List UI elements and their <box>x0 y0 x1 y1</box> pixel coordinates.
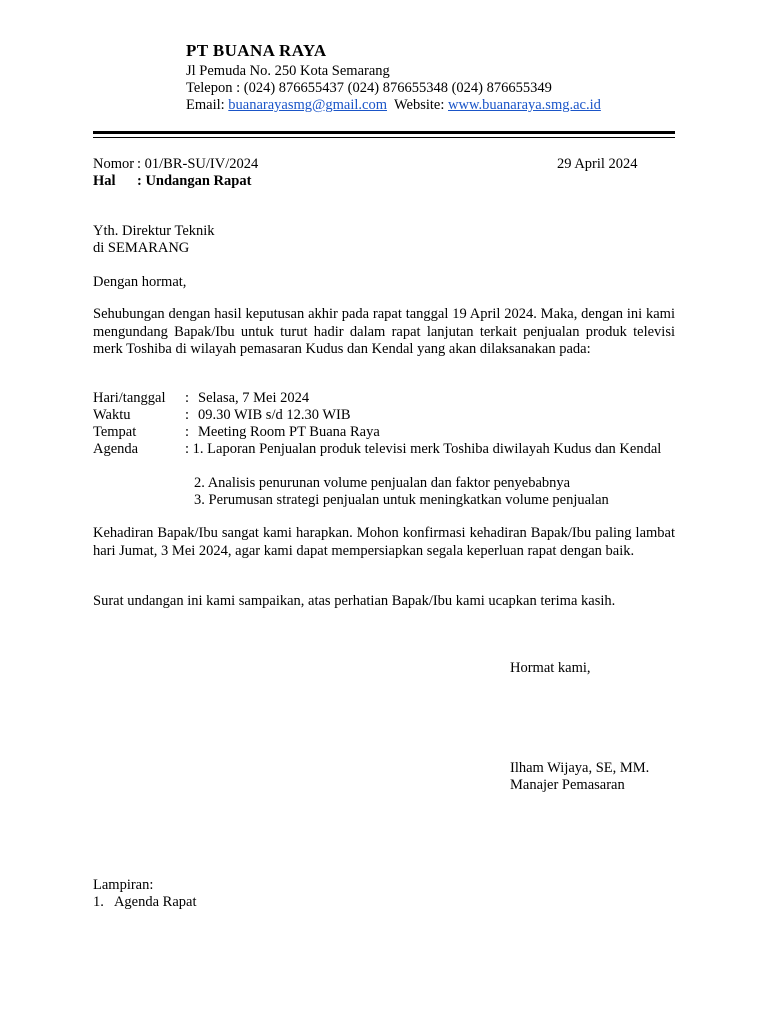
letterhead-divider-thick <box>93 131 675 134</box>
company-address: Jl Pemuda No. 250 Kota Semarang <box>186 63 390 79</box>
company-name: PT BUANA RAYA <box>186 41 327 60</box>
detail-label-waktu: Waktu <box>93 407 131 423</box>
detail-colon-tempat: : <box>185 424 190 440</box>
agenda-item-3: 3. Perumusan strategi penjualan untuk meningkatkan volume penjualan <box>194 492 609 508</box>
detail-label-tempat: Tempat <box>93 424 137 440</box>
company-phone: Telepon : (024) 876655437 (024) 876655348 (024) 876655349 <box>186 80 552 96</box>
detail-value-hari: Selasa, 7 Mei 2024 <box>198 390 310 406</box>
intro-text: Sehubungan dengan hasil keputusan akhir pada rapat tanggal 19 April 2024. Maka, dengan ini kami mengundang Bapak/Ibu untuk turut hadir dalam rapat lanjutan terkait penjualan produk televisi merk Toshiba di wilayah pemasaran Kudus dan Kendal yang akan dilaksanakan pada: <box>93 306 675 357</box>
signature-salutation: Hormat kami, <box>510 660 591 676</box>
recipient-line-1: Yth. Direktur Teknik <box>93 223 215 239</box>
signature-name: Ilham Wijaya, SE, MM. <box>510 760 650 776</box>
attachments-label: Lampiran: <box>93 877 154 893</box>
closing-text: Kehadiran Bapak/Ibu sangat kami harapkan. Mohon konfirmasi kehadiran Bapak/Ibu paling lambat hari Jumat, 3 Mei 2024, agar kami dapat mempersiapkan segala keperluan rapat dengan baik. <box>93 525 675 559</box>
thanks-line: Surat undangan ini kami sampaikan, atas perhatian Bapak/Ibu kami ucapkan terima kasih. <box>93 593 616 609</box>
nomor-value: : 01/BR-SU/IV/2024 <box>137 156 259 172</box>
greeting: Dengan hormat, <box>93 274 187 290</box>
closing-paragraph <box>93 525 675 560</box>
agenda-item-1: : 1. Laporan Penjualan produk televisi merk Toshiba diwilayah Kudus dan Kendal <box>185 441 662 457</box>
company-contact-line <box>186 97 601 114</box>
detail-value-waktu: 09.30 WIB s/d 12.30 WIB <box>198 407 351 423</box>
signature-title: Manajer Pemasaran <box>510 777 625 793</box>
attachment-item: 1. Agenda Rapat <box>93 894 197 910</box>
agenda-item-2: 2. Analisis penurunan volume penjualan dan faktor penyebabnya <box>194 475 571 491</box>
detail-label-hari: Hari/tanggal <box>93 390 166 406</box>
hal-value: : Undangan Rapat <box>137 173 252 189</box>
website-label: Website: <box>394 97 445 113</box>
recipient-line-2: di SEMARANG <box>93 240 190 256</box>
website-link[interactable]: www.buanaraya.smg.ac.id <box>448 97 601 113</box>
detail-colon-waktu: : <box>185 407 190 423</box>
email-link[interactable]: buanarayasmg@gmail.com <box>228 97 388 113</box>
detail-label-agenda: Agenda <box>93 441 139 457</box>
email-label: Email: <box>186 97 225 113</box>
detail-colon-hari: : <box>185 390 190 406</box>
letter-date: 29 April 2024 <box>557 156 638 172</box>
nomor-label: Nomor <box>93 156 135 172</box>
intro-paragraph <box>93 306 675 359</box>
detail-value-tempat: Meeting Room PT Buana Raya <box>198 424 380 440</box>
letterhead-divider-thin <box>93 137 675 138</box>
hal-label: Hal <box>93 173 116 189</box>
